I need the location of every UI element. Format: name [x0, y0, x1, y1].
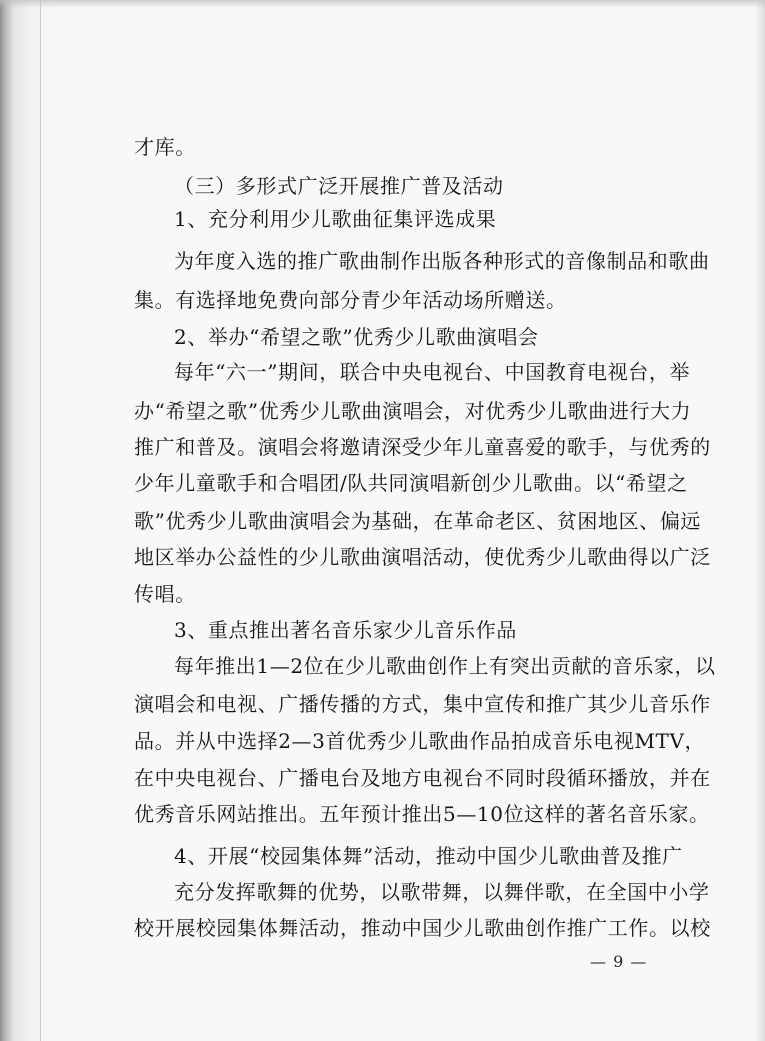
- body-line: 歌”优秀少儿歌曲演唱会为基础，在革命老区、贫困地区、偏远: [134, 509, 702, 533]
- section-heading: （三）多形式广泛开展推广普及活动: [174, 174, 504, 198]
- body-line: 传唱。: [134, 582, 196, 606]
- body-line: 每年推出1—2位在少儿歌曲创作上有突出贡献的音乐家，以: [174, 654, 716, 678]
- body-line: 在中央电视台、广播电台及地方电视台不同时段循环播放，并在: [134, 766, 711, 790]
- body-line: 地区举办公益性的少儿歌曲演唱活动，使优秀少儿歌曲得以广泛: [134, 545, 711, 569]
- binding-shadow: [0, 0, 58, 1041]
- body-line: 推广和普及。演唱会将邀请深受少年儿童喜爱的歌手，与优秀的: [134, 435, 711, 459]
- subsection-heading: 4、开展“校园集体舞”活动，推动中国少儿歌曲普及推广: [174, 844, 683, 868]
- binding-line: [40, 0, 41, 1041]
- body-line: 校开展校园集体舞活动，推动中国少儿歌曲创作推广工作。以校: [134, 916, 711, 940]
- body-line: 少年儿童歌手和合唱团/队共同演唱新创少儿歌曲。以“希望之: [134, 471, 688, 495]
- page-number: — 9 —: [590, 952, 648, 971]
- body-line: 品。并从中选择2—3首优秀少儿歌曲作品拍成音乐电视MTV，: [134, 729, 706, 753]
- subsection-heading: 3、重点推出著名音乐家少儿音乐作品: [174, 618, 517, 642]
- body-line: 优秀音乐网站推出。五年预计推出5—10位这样的著名音乐家。: [134, 802, 710, 826]
- top-edge-shadow: [0, 0, 765, 8]
- subsection-heading: 1、充分利用少儿歌曲征集评选成果: [174, 207, 497, 231]
- body-line: 集。有选择地免费向部分青少年活动场所赠送。: [134, 288, 567, 312]
- body-line: 演唱会和电视、广播传播的方式，集中宣传和推广其少儿音乐作: [134, 692, 711, 716]
- body-line: 办“希望之歌”优秀少儿歌曲演唱会，对优秀少儿歌曲进行大力: [134, 399, 692, 423]
- body-line: 每年“六一”期间，联合中央电视台、中国教育电视台，举: [174, 360, 691, 384]
- body-line: 为年度入选的推广歌曲制作出版各种形式的音像制品和歌曲: [174, 249, 710, 273]
- body-line: 充分发挥歌舞的优势，以歌带舞，以舞伴歌，在全国中小学: [174, 880, 710, 904]
- subsection-heading: 2、举办“希望之歌”优秀少儿歌曲演唱会: [174, 325, 539, 349]
- right-edge-shadow: [755, 0, 765, 1041]
- body-line: 才库。: [134, 135, 196, 159]
